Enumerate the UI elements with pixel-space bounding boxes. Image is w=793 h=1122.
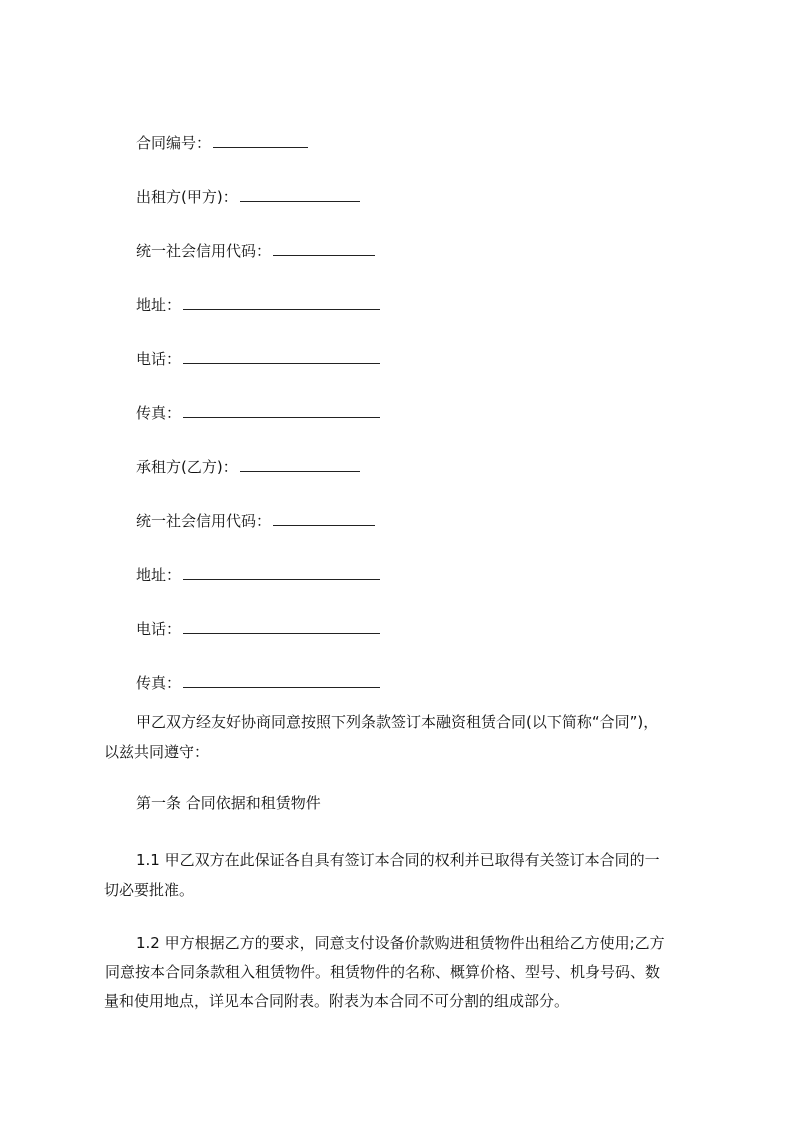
blank-line[interactable]	[213, 133, 308, 148]
field-label: 承租方(乙方)：	[136, 458, 238, 476]
contract-number-field	[136, 133, 308, 152]
article-heading: 第一条 合同依据和租赁物件	[136, 794, 321, 812]
blank-line[interactable]	[240, 457, 360, 472]
lessee-address-field	[136, 565, 380, 584]
blank-line[interactable]	[183, 619, 380, 634]
blank-line[interactable]	[183, 403, 380, 418]
lessor-address-field	[136, 295, 380, 314]
field-label: 统一社会信用代码：	[136, 512, 272, 530]
blank-line[interactable]	[273, 511, 375, 526]
blank-line[interactable]	[183, 673, 380, 688]
lessee-field	[136, 457, 360, 476]
field-label: 传真：	[136, 404, 182, 422]
paragraph-line: 1.1 甲乙双方在此保证各自具有签订本合同的权利并已取得有关签订本合同的一	[136, 851, 660, 869]
lessee-fax-field	[136, 673, 380, 692]
lessor-field	[136, 187, 360, 206]
field-label: 地址：	[136, 296, 182, 314]
lessor-fax-field	[136, 403, 380, 422]
blank-line[interactable]	[183, 295, 380, 310]
lessee-credit-code-field	[136, 511, 375, 530]
blank-line[interactable]	[183, 565, 380, 580]
field-label: 传真：	[136, 674, 182, 692]
blank-line[interactable]	[240, 187, 360, 202]
field-label: 电话：	[136, 620, 182, 638]
paragraph-line: 以兹共同遵守：	[104, 743, 210, 761]
lessor-phone-field	[136, 349, 380, 368]
field-label: 电话：	[136, 350, 182, 368]
blank-line[interactable]	[273, 241, 375, 256]
field-label: 合同编号：	[136, 134, 212, 152]
field-label: 地址：	[136, 566, 182, 584]
field-label: 统一社会信用代码：	[136, 242, 272, 260]
paragraph-line: 1.2 甲方根据乙方的要求，同意支付设备价款购进租赁物件出租给乙方使用;乙方	[136, 934, 665, 952]
paragraph-line: 同意按本合同条款租入租赁物件。租赁物件的名称、概算价格、型号、机身号码、数	[105, 963, 661, 981]
lessee-phone-field	[136, 619, 380, 638]
lessor-credit-code-field	[136, 241, 375, 260]
field-label: 出租方(甲方)：	[136, 188, 238, 206]
blank-line[interactable]	[183, 349, 380, 364]
paragraph-line: 量和使用地点，详见本合同附表。附表为本合同不可分割的组成部分。	[104, 992, 570, 1010]
paragraph-line: 甲乙双方经友好协商同意按照下列条款签订本融资租赁合同(以下简称“合同”)，	[136, 713, 659, 731]
paragraph-line: 切必要批准。	[104, 881, 195, 899]
